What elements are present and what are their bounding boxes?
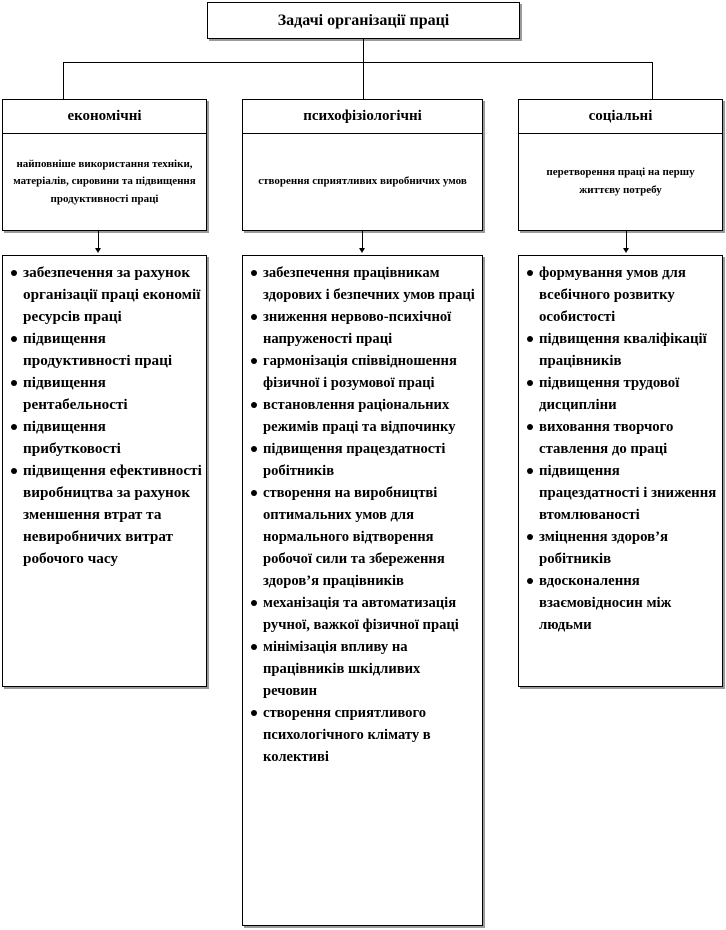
list-item: мінімізація впливу на працівників шкідливих речовин xyxy=(250,636,478,702)
list-item: підвищення трудової дисципліни xyxy=(526,372,718,416)
category-subtitle: перетворення праці на першу життєву потребу xyxy=(546,166,695,196)
diagram-title: Задачі організації праці xyxy=(277,11,450,29)
list-item: підвищення продуктивності праці xyxy=(10,328,202,372)
diagram-title-box xyxy=(207,2,520,39)
list-item: забезпечення за рахунок організації праці економії ресурсів праці xyxy=(10,262,202,328)
category-subtitle: найповніше використання техніки, матеріалів, сировини та підвищення продуктивності праці xyxy=(13,157,196,205)
list-item: підвищення кваліфікації працівників xyxy=(526,328,718,372)
list-item: створення сприятливого психологічного клімату в колективі xyxy=(250,702,478,768)
connector-horizontal xyxy=(63,62,652,63)
category-heading: психофізіологічні xyxy=(243,100,482,134)
category-box-economic xyxy=(2,99,207,231)
list-item: підвищення рентабельності xyxy=(10,372,202,416)
task-list-social xyxy=(518,255,723,687)
arrow-line-economic xyxy=(98,231,99,249)
arrow-line-social xyxy=(626,231,627,249)
category-box-social xyxy=(518,99,723,231)
category-heading: економічні xyxy=(3,100,206,134)
list-item: підвищення ефективності виробництва за рахунок зменшення втрат та невиробничих витрат робочого часу xyxy=(10,460,202,570)
connector-title-down xyxy=(363,39,364,62)
list-item: вдосконалення взаємовідносин між людьми xyxy=(526,570,718,636)
arrow-down-icon xyxy=(623,248,629,253)
list-item: зниження нервово-психічної напруженості праці xyxy=(250,306,478,350)
arrow-down-icon xyxy=(95,248,101,253)
task-list-psychophysiological xyxy=(242,255,483,926)
list-item: гармонізація співвідношення фізичної і розумової праці xyxy=(250,350,478,394)
list-item: підвищення працездатності робітників xyxy=(250,438,478,482)
connector-middle-down xyxy=(363,62,364,99)
connector-right-down xyxy=(652,62,653,99)
list-item: механізація та автоматизація ручної, важкої фізичної праці xyxy=(250,592,478,636)
task-list-economic xyxy=(2,255,207,687)
arrow-line-psychophysiological xyxy=(362,231,363,249)
category-box-psychophysiological xyxy=(242,99,483,231)
connector-left-down xyxy=(63,62,64,99)
category-subtitle: створення сприятливих виробничих умов xyxy=(258,175,467,188)
list-item: підвищення працездатності і зниження втомлюваності xyxy=(526,460,718,526)
arrow-down-icon xyxy=(359,248,365,253)
list-item: встановлення раціональних режимів праці та відпочинку xyxy=(250,394,478,438)
list-item: зміцнення здоров’я робітників xyxy=(526,526,718,570)
category-heading: соціальні xyxy=(519,100,722,134)
list-item: створення на виробництві оптимальних умов для нормального відтворення робочої сили та збереження здоров’я працівників xyxy=(250,482,478,592)
list-item: формування умов для всебічного розвитку особистості xyxy=(526,262,718,328)
list-item: забезпечення працівникам здорових і безпечних умов праці xyxy=(250,262,478,306)
list-item: виховання творчого ставлення до праці xyxy=(526,416,718,460)
list-item: підвищення прибутковості xyxy=(10,416,202,460)
